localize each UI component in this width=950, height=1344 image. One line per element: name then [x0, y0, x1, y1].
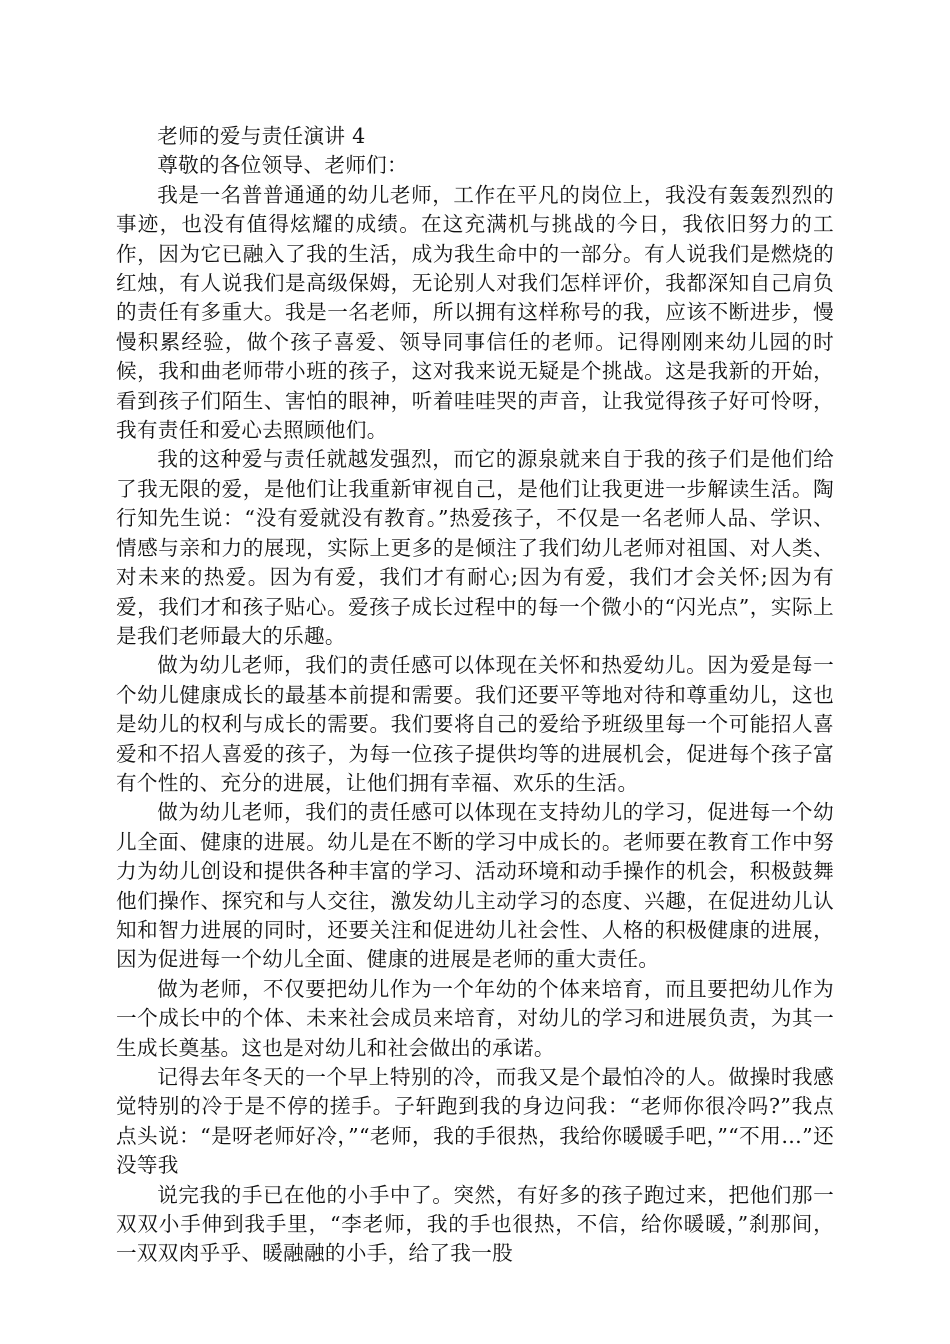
paragraph: 记得去年冬天的一个早上特别的冷，而我又是个最怕冷的人。做操时我感觉特别的冷于是不停的搓手。子轩跑到我的身边问我：“老师你很冷吗?”我点点头说：“是呀老师好冷，”“老师，我的手很热，我给你暖暖手吧，”“不用…”还没等我	[116, 1065, 834, 1178]
paragraph: 说完我的手已在他的小手中了。突然，有好多的孩子跑过来，把他们那一双双小手伸到我手里，“李老师，我的手也很热，不信，给你暖暖，”刹那间，一双双肉乎乎、暖融融的小手，给了我一股	[116, 1182, 834, 1266]
paragraph: 我的这种爱与责任就越发强烈，而它的源泉就来自于我的孩子们是他们给了我无限的爱，是他们让我重新审视自己，是他们让我更进一步解读生活。陶行知先生说：“没有爱就没有教育。”热爱孩子，不仅是一名老师人品、学识、情感与亲和力的展现，实际上更多的是倾注了我们幼儿老师对祖国、对人类、对未来的热爱。因为有爱，我们才有耐心;因为有爱，我们才会关怀;因为有爱，我们才和孩子贴心。爱孩子成长过程中的每一个微小的“闪光点”，实际上是我们老师最大的乐趣。	[116, 447, 834, 648]
paragraph: 做为幼儿老师，我们的责任感可以体现在支持幼儿的学习，促进每一个幼儿全面、健康的进展。幼儿是在不断的学习中成长的。老师要在教育工作中努力为幼儿创设和提供各种丰富的学习、活动环境和动手操作的机会，积极鼓舞他们操作、探究和与人交往，激发幼儿主动学习的态度、兴趣，在促进幼儿认知和智力进展的同时，还要关注和促进幼儿社会性、人格的积极健康的进展，因为促进每一个幼儿全面、健康的进展是老师的重大责任。	[116, 800, 834, 972]
paragraph: 做为幼儿老师，我们的责任感可以体现在关怀和热爱幼儿。因为爱是每一个幼儿健康成长的最基本前提和需要。我们还要平等地对待和尊重幼儿，这也是幼儿的权利与成长的需要。我们要将自己的爱给予班级里每一个可能招人喜爱和不招人喜爱的孩子，为每一位孩子提供均等的进展机会，促进每个孩子富有个性的、充分的进展，让他们拥有幸福、欢乐的生活。	[116, 653, 834, 795]
paragraph: 做为老师，不仅要把幼儿作为一个年幼的个体来培育，而且要把幼儿作为一个成长中的个体、未来社会成员来培育，对幼儿的学习和进展负责，为其一生成长奠基。这也是对幼儿和社会做出的承诺。	[116, 976, 834, 1060]
document-body	[116, 122, 834, 1269]
salutation: 尊敬的各位领导、老师们：	[157, 153, 408, 178]
document-title: 老师的爱与责任演讲 4	[157, 124, 366, 148]
paragraph: 我是一名普普通通的幼儿老师，工作在平凡的岗位上，我没有轰轰烈烈的事迹，也没有值得炫耀的成绩。在这充满机与挑战的今日，我依旧努力的工作，因为它已融入了我的生活，成为我生命中的一部分。有人说我们是燃烧的红烛，有人说我们是高级保姆，无论别人对我们怎样评价，我都深知自己肩负的责任有多重大。我是一名老师，所以拥有这样称号的我，应该不断进步，慢慢积累经验，做个孩子喜爱、领导同事信任的老师。记得刚刚来幼儿园的时候，我和曲老师带小班的孩子，这对我来说无疑是个挑战。这是我新的开始，看到孩子们陌生、害怕的眼神，听着哇哇哭的声音，让我觉得孩子好可怜呀，我有责任和爱心去照顾他们。	[116, 182, 834, 443]
